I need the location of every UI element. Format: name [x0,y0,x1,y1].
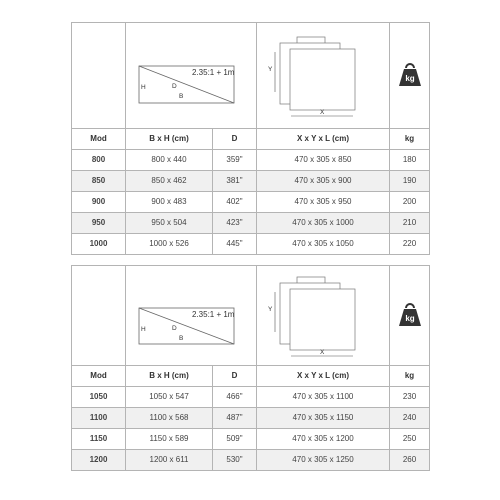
mod-cell: 1150 [72,429,126,450]
y-label: Y [268,305,273,313]
spec-table-2 [71,265,430,471]
b-label: B [179,334,184,342]
empty-cell [72,23,126,129]
box-front [290,49,355,110]
bxh-cell: 950 x 504 [126,213,213,234]
screen-diagram [126,40,257,110]
table-row [72,213,430,234]
kg-cell: 260 [390,450,430,471]
d-cell: 509" [213,429,257,450]
d-cell: 466" [213,387,257,408]
x-label: X [320,348,325,356]
box-front [290,289,355,350]
table-row [72,171,430,192]
spec-table-1 [71,22,430,255]
header-kg: kg [390,366,430,387]
d-cell: 530" [213,450,257,471]
xyl-cell: 470 x 305 x 1150 [257,408,390,429]
bxh-cell: 1050 x 547 [126,387,213,408]
weight-icon [397,62,423,88]
xyl-cell: 470 x 305 x 1200 [257,429,390,450]
table-row [72,450,430,471]
table-row [72,150,430,171]
weight-icon-cell [390,23,430,129]
xyl-cell: 470 x 305 x 1000 [257,213,390,234]
diagram-row [72,23,430,129]
weight-icon [397,302,423,328]
dimensions-diagram-cell [257,266,390,366]
xyl-cell: 470 x 305 x 900 [257,171,390,192]
header-mod: Mod [72,366,126,387]
box-dimensions-diagram [263,30,383,120]
table-row [72,234,430,255]
header-row [72,366,430,387]
header-bxh: B x H (cm) [126,129,213,150]
d-cell: 359" [213,150,257,171]
d-cell: 445" [213,234,257,255]
dimensions-diagram-cell [257,23,390,129]
header-d: D [213,129,257,150]
kg-cell: 180 [390,150,430,171]
mod-cell: 800 [72,150,126,171]
header-mod: Mod [72,129,126,150]
header-bxh: B x H (cm) [126,366,213,387]
kg-cell: 250 [390,429,430,450]
xyl-cell: 470 x 305 x 1050 [257,234,390,255]
b-label: B [179,92,184,100]
mod-cell: 1000 [72,234,126,255]
kg-cell: 190 [390,171,430,192]
h-label: H [141,325,146,333]
d-cell: 381" [213,171,257,192]
table-row [72,192,430,213]
empty-cell [72,266,126,366]
header-xyl: X x Y x L (cm) [257,129,390,150]
xyl-cell: 470 x 305 x 950 [257,192,390,213]
mod-cell: 850 [72,171,126,192]
d-cell: 487" [213,408,257,429]
d-cell: 402" [213,192,257,213]
xyl-cell: 470 x 305 x 1250 [257,450,390,471]
kg-cell: 230 [390,387,430,408]
bxh-cell: 1100 x 568 [126,408,213,429]
kg-cell: 210 [390,213,430,234]
table-row [72,387,430,408]
kg-cell: 200 [390,192,430,213]
weight-icon-cell [390,266,430,366]
bxh-cell: 1150 x 589 [126,429,213,450]
bxh-cell: 900 x 483 [126,192,213,213]
mod-cell: 950 [72,213,126,234]
x-label: X [320,108,325,116]
weight-icon-label: kg [404,313,415,323]
xyl-cell: 470 x 305 x 1100 [257,387,390,408]
screen-diagram [126,285,257,345]
header-xyl: X x Y x L (cm) [257,366,390,387]
screen-diagram-cell [126,23,257,129]
kg-cell: 220 [390,234,430,255]
diagram-row [72,266,430,366]
d-label: D [172,82,177,90]
box-dimensions-diagram [263,270,383,360]
ratio-label: 2.35:1 + 1m [192,309,235,319]
bxh-cell: 1000 x 526 [126,234,213,255]
d-cell: 423" [213,213,257,234]
bxh-cell: 800 x 440 [126,150,213,171]
bxh-cell: 850 x 462 [126,171,213,192]
weight-icon-label: kg [404,73,415,83]
mod-cell: 900 [72,192,126,213]
h-label: H [141,83,146,91]
ratio-label: 2.35:1 + 1m [192,67,235,77]
screen-diagram-cell [126,266,257,366]
mod-cell: 1200 [72,450,126,471]
table-row [72,429,430,450]
y-label: Y [268,65,273,73]
kg-cell: 240 [390,408,430,429]
bxh-cell: 1200 x 611 [126,450,213,471]
xyl-cell: 470 x 305 x 850 [257,150,390,171]
header-row [72,129,430,150]
table-row [72,408,430,429]
header-kg: kg [390,129,430,150]
header-d: D [213,366,257,387]
mod-cell: 1100 [72,408,126,429]
d-label: D [172,324,177,332]
mod-cell: 1050 [72,387,126,408]
